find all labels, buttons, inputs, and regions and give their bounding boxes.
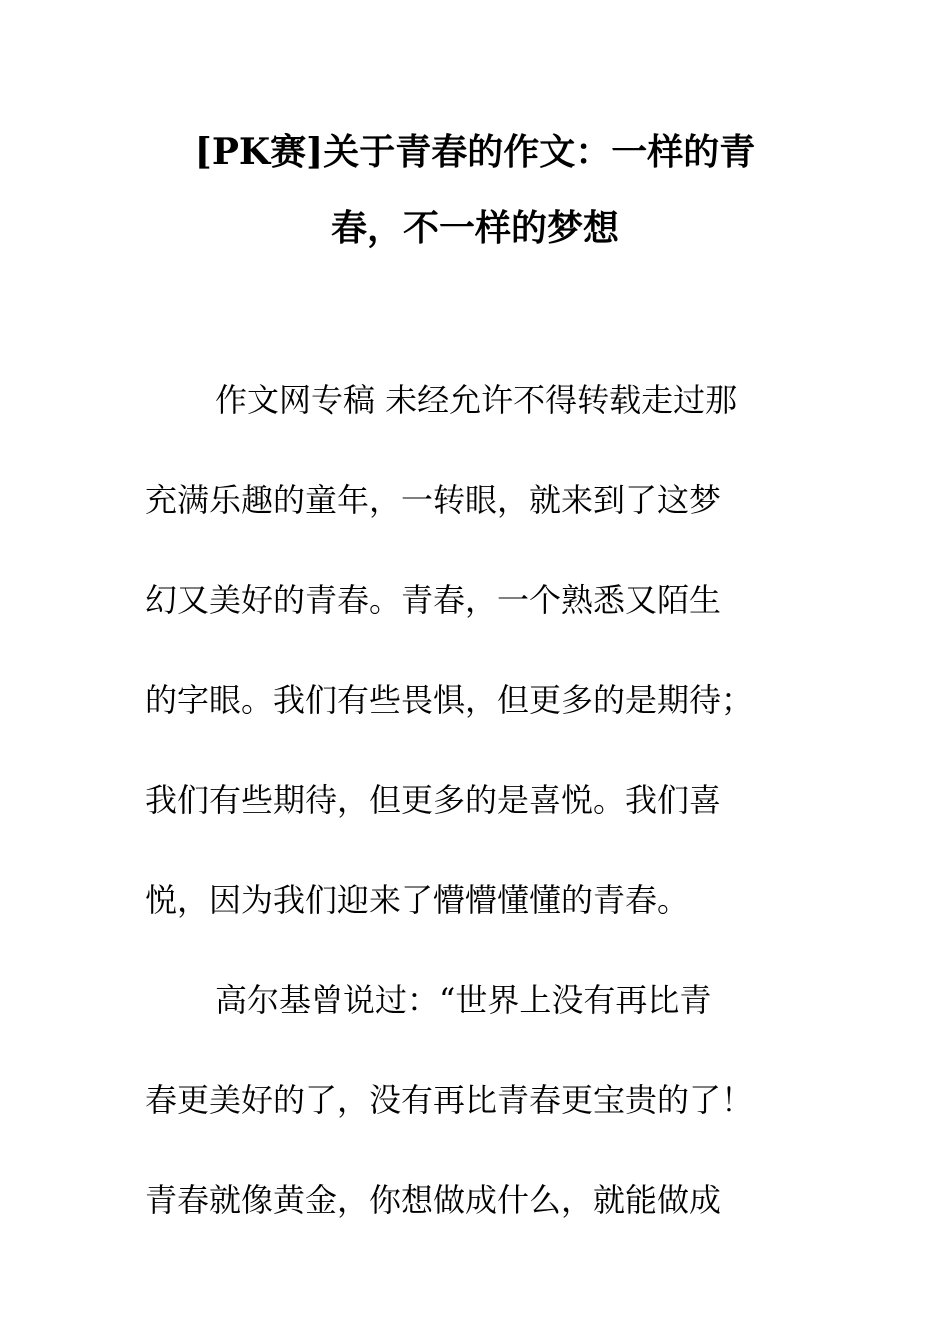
paragraph-line: 充满乐趣的童年，一转眼，就来到了这梦 <box>145 481 722 519</box>
paragraph-line: 悦，因为我们迎来了懵懵懂懂的青春。 <box>145 881 690 919</box>
paragraph-line: 春更美好的了，没有再比青春更宝贵的了！ <box>145 1081 754 1119</box>
paragraph-line: 作文网专稿 未经允许不得转载走过那 <box>215 381 738 419</box>
document-title-line-2: 春，不一样的梦想 <box>330 207 619 249</box>
document-title-line-1: [PK赛]关于青春的作文：一样的青 <box>194 131 756 173</box>
paragraph-line: 幻又美好的青春。青春，一个熟悉又陌生 <box>145 581 722 619</box>
paragraph-line: 青春就像黄金，你想做成什么，就能做成 <box>145 1181 722 1219</box>
paragraph-line: 高尔基曾说过：“世界上没有再比青 <box>215 981 712 1019</box>
paragraph-line: 的字眼。我们有些畏惧，但更多的是期待； <box>145 681 754 719</box>
paragraph-line: 我们有些期待，但更多的是喜悦。我们喜 <box>145 781 722 819</box>
